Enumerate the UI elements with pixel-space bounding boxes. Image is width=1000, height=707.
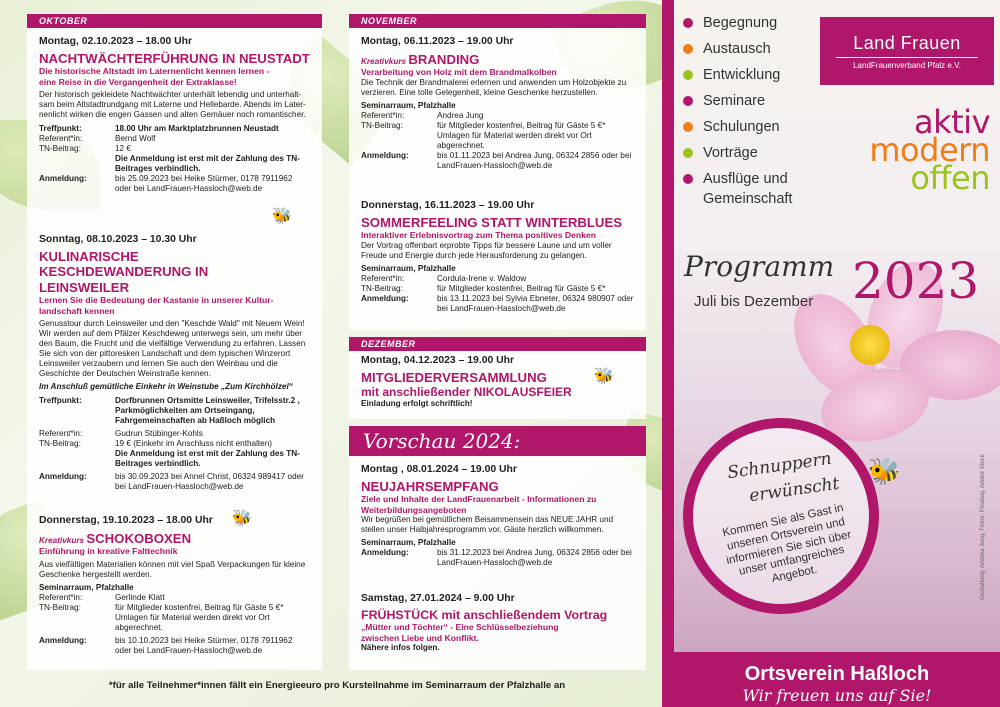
ortsverein-title: Ortsverein Haßloch xyxy=(744,663,930,685)
event-date: Montag, 04.12.2023 – 19.00 Uhr xyxy=(361,355,515,366)
label: Anmeldung: xyxy=(361,293,409,303)
bee-icon: 🐝 xyxy=(272,208,292,225)
november-panel xyxy=(349,14,646,330)
event-note: Nähere infos folgen. xyxy=(361,643,440,653)
event-branding xyxy=(349,36,646,171)
event-description: Aus vielfältigen Materialien können mit viel Spaß Verpackungen für kleine Geschenke hergestellt werden. xyxy=(39,559,306,579)
preview-panel xyxy=(349,426,646,670)
bee-icon: 🐝 xyxy=(594,368,614,385)
label: Treffpunkt: xyxy=(39,396,82,406)
list-item: Ausflüge und xyxy=(683,166,823,192)
label: Treffpunkt: xyxy=(39,124,82,134)
list-item-continuation: Gemeinschaft xyxy=(703,191,793,207)
event-subtitle: Lernen Sie die Bedeutung der Kastanie in unserer Kultur- xyxy=(39,295,274,306)
event-title: MITGLIEDERVERSAMMLUNG xyxy=(361,369,547,385)
bullet-icon xyxy=(683,70,693,80)
event-title: mit anschließender NIKOLAUSFEIER xyxy=(361,385,572,400)
bullet-icon xyxy=(683,122,693,132)
photo-credit: Gestaltung: Andrea Jung, Fotos: Pixabay, Adobe Stock xyxy=(980,454,986,600)
label: Referent*in: xyxy=(39,429,83,439)
event-note: Im Anschluß gemütliche Einkehr in Weinstube „Zum Kirchhölzel“ xyxy=(39,382,293,392)
month-header: NOVEMBER xyxy=(349,14,646,28)
event-date: Montag , 08.01.2024 – 19.00 Uhr xyxy=(361,464,517,475)
event-title: KULINARISCHE KESCHDEWANDERUNG IN LEINSWEILER xyxy=(39,248,209,295)
value: bis 01.11.2023 bei Andrea Jung, 06324 2856 oder bei LandFrauen-Hassloch@web.de xyxy=(437,150,632,170)
event-keschdewanderung xyxy=(27,234,322,492)
event-title: SCHOKOBOXEN xyxy=(86,530,192,546)
program-title: Programm xyxy=(684,250,835,283)
event-subtitle: Einführung in kreative Falttechnik xyxy=(39,546,178,557)
event-nachtwaechter xyxy=(27,36,322,194)
welcome-text: Wir freuen uns auf Sie! xyxy=(742,686,932,705)
label: Anmeldung: xyxy=(361,150,409,160)
bee-icon: 🐝 xyxy=(232,510,252,527)
feature-list xyxy=(683,10,823,212)
value: Die Anmeldung ist erst mit der Zahlung des TN-Beitrages verbindlich. xyxy=(115,449,300,469)
event-description: Der Vortrag offenbart erprobte Tipps für bessere Laune und um voller Freude und Energie durch jede Herausforderung zu gelangen. xyxy=(361,240,612,260)
event-note: Einladung erfolgt schriftlich! xyxy=(361,399,473,409)
label: Referent*in: xyxy=(361,110,405,120)
event-title: FRÜHSTÜCK mit anschließendem Vortrag xyxy=(361,607,608,622)
course-type: Kreativkurs xyxy=(361,56,407,66)
event-fruehstueck xyxy=(349,593,646,653)
value: Die Anmeldung ist erst mit der Zahlung des TN-Beitrages verbindlich. xyxy=(115,154,300,174)
event-subtitle: zwischen Liebe und Konflikt. xyxy=(361,632,479,643)
value: 19 € (Einkehr im Anschluss nicht enthalten) xyxy=(115,439,273,449)
label: TN-Beitrag: xyxy=(39,144,81,154)
guest-circle: Schnuppern erwünscht Kommen Sie als Gast in unseren Ortsverein und informieren Sie sich über unser umfangreiches Angebot. xyxy=(683,418,879,614)
event-subtitle: Ziele und Inhalte der LandFrauenarbeit - Informationen zu xyxy=(361,494,597,505)
value: bis 31.12.2023 bei Andrea Jung, 06324 2856 oder bei LandFrauen-Hassloch@web.de xyxy=(437,548,632,568)
event-description: Der historisch gekleidete Nachtwächter unterhält lebendig und unterhalt-sam beim Altstadtrundgang mit Laterne und Hellebarde. Abends im Later-nenlicht wirken die engen Gassen und alten Gemäuer noch romantischer. xyxy=(39,90,306,120)
event-subtitle: landschaft kennen xyxy=(39,305,115,316)
label: Anmeldung: xyxy=(39,472,87,482)
event-place: Seminarraum, Pfalzhalle xyxy=(361,263,456,273)
value: Gudrun Stübinger-Kohls xyxy=(115,429,203,439)
value: 18.00 Uhr am Marktplatzbrunnen Neustadt xyxy=(115,124,279,134)
label: TN-Beitrag: xyxy=(39,602,81,612)
cover-divider xyxy=(662,0,674,707)
list-item: Schulungen xyxy=(683,114,823,140)
bullet-icon xyxy=(683,148,693,158)
value: Gerlinde Klatt xyxy=(115,592,165,602)
list-item: Austausch xyxy=(683,36,823,62)
event-date: Sonntag, 08.10.2023 – 10.30 Uhr xyxy=(39,234,197,245)
event-date: Donnerstag, 16.11.2023 – 19.00 Uhr xyxy=(361,200,535,211)
list-item: Begegnung xyxy=(683,10,823,36)
label: Referent*in: xyxy=(39,592,83,602)
value: Dorfbrunnen Ortsmitte Leinsweiler, Trifelsstr.2 , Parkmöglichkeiten am Ortseingang, Fahrgemeinschaften ab Haßloch möglich xyxy=(115,396,300,426)
october-panel xyxy=(27,14,322,670)
course-type: Kreativkurs xyxy=(39,535,85,545)
event-title: NEUJAHRSEMPFANG xyxy=(361,478,499,494)
value: bis 30.09.2023 bei Annel Christ, 06324 989417 oder bei LandFrauen-Hassloch@web.de xyxy=(115,472,304,492)
program-year: 2023 xyxy=(852,252,980,310)
bee-icon: 🐝 xyxy=(868,456,901,486)
event-subtitle: Weiterbildungsangeboten xyxy=(361,504,467,515)
event-date: Samstag, 27.01.2024 – 9.00 Uhr xyxy=(361,593,515,604)
value: 12 € xyxy=(115,144,131,154)
value: für Mitglieder kostenfrei, Beitrag für Gäste 5 €* Umlagen für Material werden direkt vor Ort abgerechnet. xyxy=(437,120,606,150)
month-header: DEZEMBER xyxy=(349,337,646,351)
value: Cordula-Irene v. Waldow xyxy=(437,273,527,283)
program-period: Juli bis Dezember xyxy=(694,293,814,310)
value: bis 25.09.2023 bei Heike Stürmer, 0178 7911962 oder bei LandFrauen-Hassloch@web.de xyxy=(115,174,293,194)
event-description: Wir begrüßen bei gemütlichem Beisammensein das NEUE JAHR und stellen unser Halbjahresprogramm vor. Gäste herzlich willkommen. xyxy=(361,515,614,535)
value: Andrea Jung xyxy=(437,110,484,120)
bullet-icon xyxy=(683,174,693,184)
label: TN-Beitrag: xyxy=(361,283,403,293)
event-title: SOMMERFEELING STATT WINTERBLUES xyxy=(361,214,623,230)
event-neujahrsempfang xyxy=(349,464,646,568)
event-subtitle: Interaktiver Erlebnisvortrag zum Thema positives Denken xyxy=(361,230,596,241)
event-description: Die Technik der Brandmalerei erlernen und anwenden um Holzobjekte zu verzieren. Eine tolle Gelegenheit, kleine Geschenke herzustellen. xyxy=(361,77,627,97)
month-header: OKTOBER xyxy=(27,14,322,28)
event-title: NACHTWÄCHTERFÜHRUNG IN NEUSTADT xyxy=(39,50,310,66)
bullet-icon xyxy=(683,44,693,54)
event-date: Montag, 02.10.2023 – 18.00 Uhr xyxy=(39,36,193,47)
bullet-icon xyxy=(683,96,693,106)
label: TN-Beitrag: xyxy=(39,439,81,449)
event-subtitle: „Mütter und Töchter“ - Eine Schlüsselbeziehung xyxy=(361,622,559,633)
event-place: Seminarraum, Pfalzhalle xyxy=(361,538,456,548)
label: Referent*in: xyxy=(361,273,405,283)
event-subtitle: eine Reise in die Vergangenheit der Extraklasse! xyxy=(39,76,237,87)
label: Anmeldung: xyxy=(361,548,409,558)
bullet-icon xyxy=(683,18,693,28)
value: bis 10.10.2023 bei Heike Stürmer, 0178 7911962 oder bei LandFrauen-Hassloch@web.de xyxy=(115,635,293,655)
value: bis 13.11.2023 bei Sylvia Ebneter, 06324 980907 oder bei LandFrauen-Hassloch@web.de xyxy=(437,293,634,313)
slogan: aktiv modern offen xyxy=(869,103,990,197)
label: TN-Beitrag: xyxy=(361,120,403,130)
event-description: Genusstour durch Leinsweiler und den "Keschde Wald" mit Neuem Wein! Wir werden auf dem Pfälzer Keschdeweg unterwegs sein, um mehr über den Baum, die Frucht und die vielfältige Verwendung zu erfahren. Lassen Sie sich von der pittoresken Landschaft und dem typischen Winzerort Leinsweiler verzaubern und lernen Sie auch den Weinbau und die Geschichte der Deutschen Weinstraße kennen. xyxy=(39,319,306,379)
footer-note: *für alle Teilnehmer*innen fällt ein Energieeuro pro Kursteilnahme im Seminarraum der Pfalzhalle an xyxy=(108,680,566,691)
event-title: BRANDING xyxy=(408,51,480,67)
landfrauen-logo: Land Frauen LandFrauenverband Pfalz e.V. xyxy=(820,17,994,85)
event-date: Donnerstag, 19.10.2023 – 18.00 Uhr xyxy=(39,515,213,526)
label: Referent*in: xyxy=(39,134,83,144)
event-place: Seminarraum, Pfalzhalle xyxy=(39,582,134,592)
list-item: Seminare xyxy=(683,88,823,114)
label: Anmeldung: xyxy=(39,635,87,645)
event-subtitle: Verarbeitung von Holz mit dem Brandmalkolben xyxy=(361,67,557,78)
value: Bernd Wolf xyxy=(115,134,156,144)
value: für Mitglieder kostenfrei, Beitrag für Gäste 5 €* Umlagen für Material werden direkt vor Ort abgerechnet. xyxy=(115,602,284,632)
event-place: Seminarraum, Pfalzhalle xyxy=(361,100,456,110)
event-subtitle: Die historische Altstadt im Laternenlicht kennen lernen - xyxy=(39,66,270,77)
event-sommerfeeling xyxy=(349,200,646,314)
preview-header: Vorschau 2024: xyxy=(349,426,646,456)
event-date: Montag, 06.11.2023 – 19.00 Uhr xyxy=(361,36,514,47)
value: für Mitglieder kostenfrei, Beitrag für Gäste 5 €* xyxy=(437,283,606,293)
list-item: Entwicklung xyxy=(683,62,823,88)
event-schokoboxen xyxy=(27,515,322,656)
list-item: Vorträge xyxy=(683,140,823,166)
label: Anmeldung: xyxy=(39,174,87,184)
